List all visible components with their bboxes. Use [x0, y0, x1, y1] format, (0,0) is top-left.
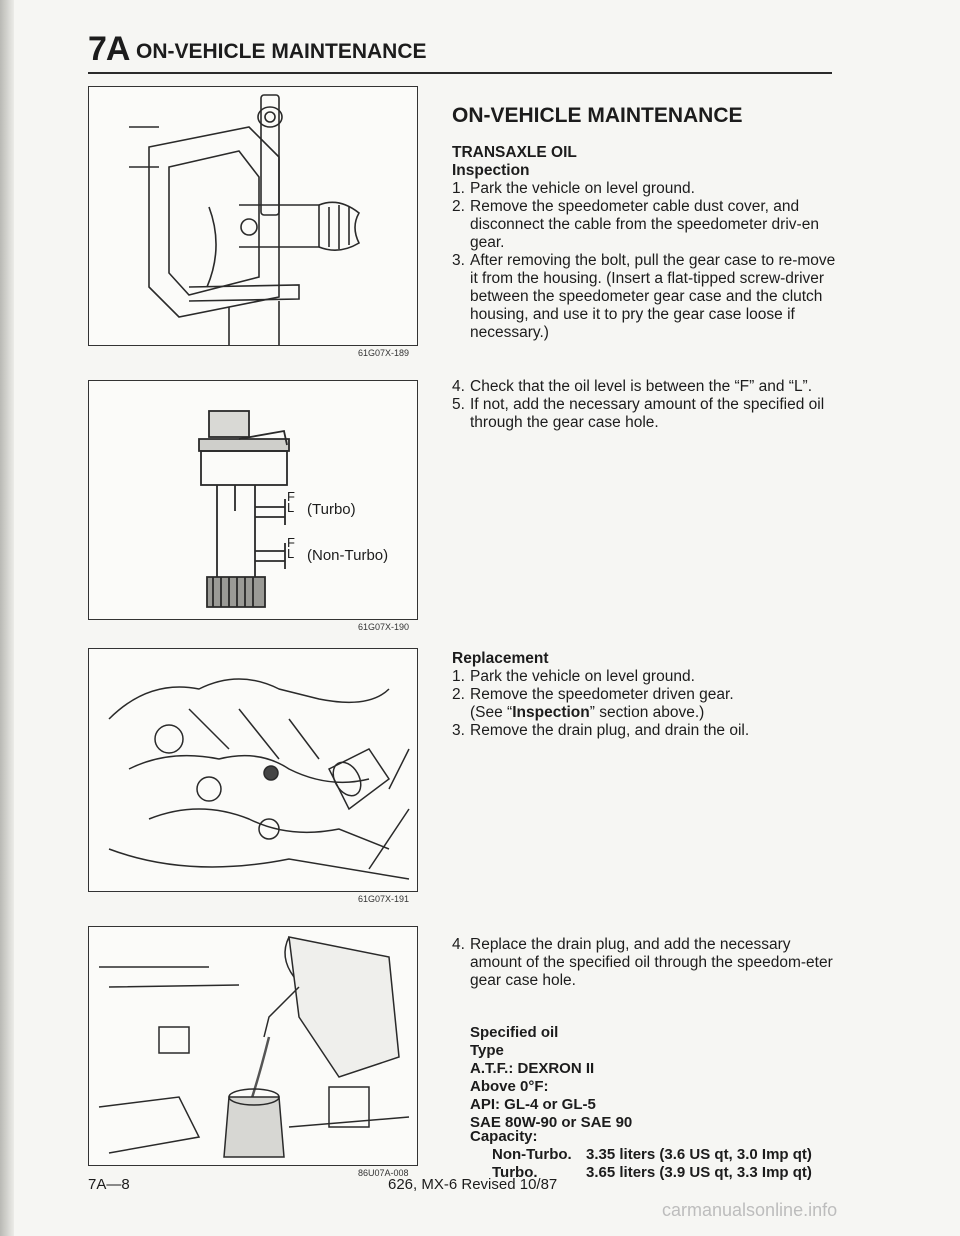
- capacity-heading: Capacity:: [470, 1128, 538, 1145]
- speedometer-gear-illustration: [89, 381, 417, 619]
- section-number: 7A: [88, 30, 130, 68]
- list-item: 3. After removing the bolt, pull the gear case to re-move it from the housing. (Insert a flat-tipped screw-driver between the speedometer gear case and the clutch housing, and use it to pry the gear case loose if necessary.): [452, 252, 836, 341]
- label-f: F: [287, 535, 295, 550]
- api-spec: API: GL-4 or GL-5: [470, 1096, 596, 1113]
- replacement-block: [452, 650, 842, 740]
- list-item: 1. Park the vehicle on level ground.: [452, 668, 695, 685]
- figure-caption: 61G07X-191: [358, 894, 410, 904]
- figure-oil-level-gauge: [88, 380, 418, 620]
- nonturbo-value: 3.35 liters (3.6 US qt, 3.0 Imp qt): [586, 1146, 812, 1163]
- turbo-value: 3.65 liters (3.9 US qt, 3.3 Imp qt): [586, 1164, 812, 1181]
- list-item: 2. Remove the speedometer cable dust cover, and disconnect the cable from the speedometer driv-en gear.: [452, 198, 819, 251]
- type-label: Type: [470, 1042, 504, 1059]
- subsection-heading: TRANSAXLE OIL: [452, 144, 577, 161]
- list-item: 3. Remove the drain plug, and drain the oil.: [452, 722, 750, 739]
- inspection-steps: [452, 378, 842, 432]
- watermark: carmanualsonline.info: [662, 1200, 838, 1220]
- inspection-block: [452, 144, 842, 342]
- replacement-block-2: [452, 936, 842, 990]
- nonturbo-label: Non-Turbo.: [492, 1146, 572, 1163]
- page-scan-edge: [0, 0, 14, 1236]
- section-title: ON-VEHICLE MAINTENANCE: [136, 40, 427, 63]
- header-divider: [88, 72, 832, 74]
- figure-caption: 86U07A-008: [358, 1168, 409, 1178]
- above-label: Above 0°F:: [470, 1078, 549, 1095]
- transaxle-underside-illustration: [89, 649, 417, 891]
- label-nonturbo: (Non-Turbo): [307, 547, 389, 564]
- list-item: 2. Remove the speedometer driven gear.: [452, 686, 734, 703]
- figure-caption: 61G07X-189: [358, 348, 410, 358]
- label-l: L: [287, 546, 295, 561]
- list-item: 5. If not, add the necessary amount of the specified oil through the gear case hole.: [452, 396, 825, 431]
- sae-spec: SAE 80W-90 or SAE 90: [470, 1114, 633, 1131]
- label-turbo: (Turbo): [307, 501, 356, 518]
- inspection-heading: Inspection: [452, 162, 530, 179]
- inspection-reference: Inspection: [512, 704, 590, 721]
- label-f: F: [287, 489, 295, 504]
- replacement-steps: [452, 936, 842, 990]
- page-number: 7A—8: [88, 1176, 130, 1193]
- list-item: 1. Park the vehicle on level ground.: [452, 180, 695, 197]
- inspection-block-2: [452, 378, 842, 432]
- atf-spec: A.T.F.: DEXRON II: [470, 1060, 595, 1077]
- specified-oil-block: [470, 1024, 850, 1132]
- list-item: (See “Inspection” section above.): [470, 704, 705, 721]
- capacity-block: [470, 1128, 850, 1182]
- list-item: 4. Check that the oil level is between the “F” and “L”.: [452, 378, 813, 395]
- figure-drain-plug: [88, 648, 418, 892]
- gear-case-illustration: [89, 87, 417, 345]
- oil-pouring-illustration: [89, 927, 417, 1165]
- replacement-steps: [452, 668, 842, 740]
- turbo-label: Turbo.: [492, 1164, 538, 1181]
- page-title: ON-VEHICLE MAINTENANCE: [452, 104, 743, 127]
- inspection-steps: [452, 180, 842, 342]
- figure-oil-filling: [88, 926, 418, 1166]
- replacement-heading: Replacement: [452, 650, 549, 667]
- specified-oil-heading: Specified oil: [470, 1024, 559, 1041]
- figure-caption: 61G07X-190: [358, 622, 410, 632]
- list-item: 4. Replace the drain plug, and add the necessary amount of the specified oil through the speedom-eter gear case hole.: [452, 936, 833, 989]
- figure-gear-case-removal: [88, 86, 418, 346]
- edition-info: 626, MX-6 Revised 10/87: [388, 1176, 558, 1193]
- label-l: L: [287, 500, 295, 515]
